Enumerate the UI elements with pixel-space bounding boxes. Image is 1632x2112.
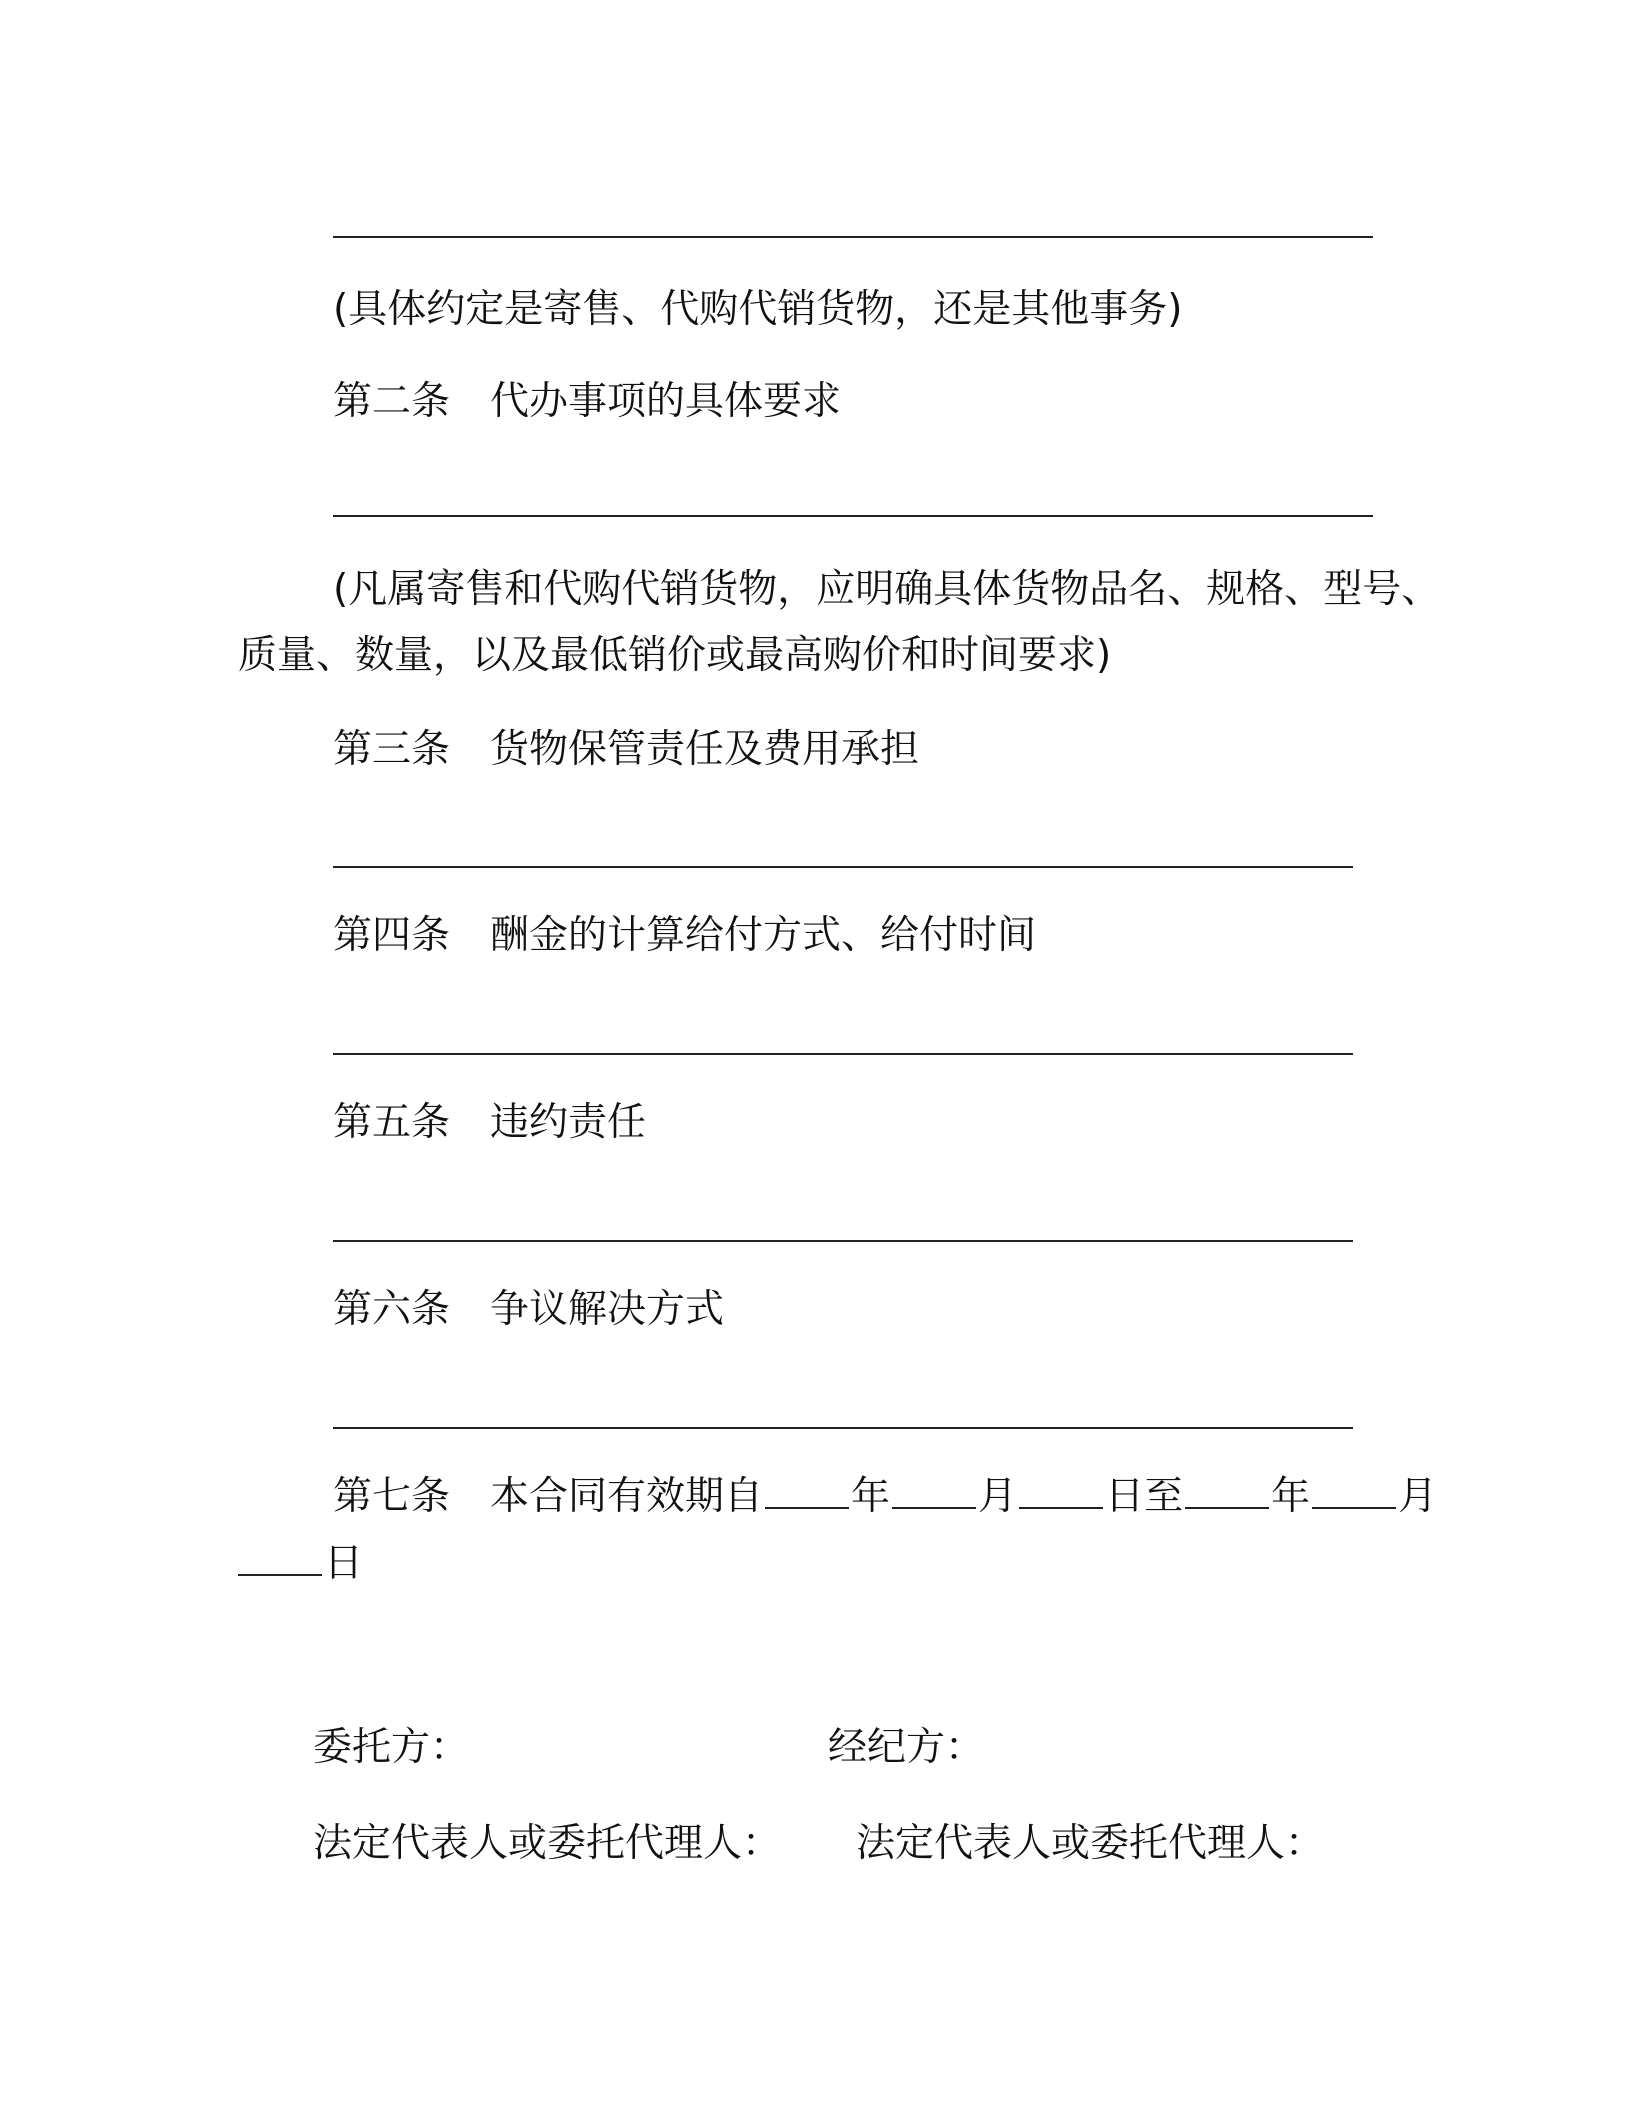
article6-number: 第六条 (333, 1287, 451, 1332)
article2-title: 代办事项的具体要求 (490, 379, 842, 424)
article5-title: 违约责任 (490, 1100, 647, 1145)
article3-heading (333, 724, 919, 776)
fill-line-article4 (333, 1053, 1353, 1055)
broker-label (828, 1722, 984, 1774)
article3-number: 第三条 (333, 727, 451, 772)
article7-number: 第七条 (333, 1474, 451, 1519)
fill-line-article5 (333, 1240, 1353, 1242)
note-article2-line1-text: (凡属寄售和代购代销货物，应明确具体货物品名、规格、型号、 (333, 567, 1441, 612)
principal-rep-label (313, 1818, 781, 1870)
fill-line-article1 (333, 236, 1373, 238)
principal-rep-label-text: 法定代表人或委托代理人： (313, 1821, 782, 1866)
broker-label-text: 经纪方： (828, 1725, 985, 1770)
blank-start-year (765, 1507, 849, 1509)
note-article2-line2 (238, 630, 1111, 682)
note-article2-line2-text: 质量、数量，以及最低销价或最高购价和时间要求) (238, 633, 1112, 678)
article3-title: 货物保管责任及费用承担 (490, 727, 920, 772)
blank-end-month (1312, 1507, 1396, 1509)
blank-start-day (1019, 1507, 1103, 1509)
article6-title: 争议解决方式 (490, 1287, 725, 1332)
note-article2-line1 (333, 564, 1440, 616)
article5-heading (333, 1097, 646, 1149)
article7-year1: 年 (851, 1474, 891, 1519)
fill-line-article3 (333, 866, 1353, 868)
article6-heading (333, 1284, 724, 1336)
principal-label (313, 1722, 469, 1774)
article7-heading (333, 1471, 1437, 1523)
article4-heading (333, 910, 1036, 962)
article5-number: 第五条 (333, 1100, 451, 1145)
note-article1 (333, 284, 1182, 336)
broker-rep-label-text: 法定代表人或委托代理人： (856, 1821, 1325, 1866)
article7-month1: 月 (978, 1474, 1018, 1519)
blank-end-year (1185, 1507, 1269, 1509)
broker-rep-label (856, 1818, 1324, 1870)
article7-day2: 日 (324, 1541, 364, 1586)
article4-number: 第四条 (333, 913, 451, 958)
article7-year2: 年 (1271, 1474, 1311, 1519)
principal-label-text: 委托方： (313, 1725, 470, 1770)
fill-line-article6 (333, 1427, 1353, 1429)
article7-continuation (238, 1538, 363, 1590)
blank-end-day (238, 1574, 322, 1576)
article7-day1: 日至 (1105, 1474, 1184, 1519)
article7-month2: 月 (1398, 1474, 1438, 1519)
article2-number: 第二条 (333, 379, 451, 424)
note-article1-text: (具体约定是寄售、代购代销货物，还是其他事务) (333, 287, 1183, 332)
blank-start-month (892, 1507, 976, 1509)
article7-prefix: 本合同有效期自 (490, 1474, 764, 1519)
fill-line-article2 (333, 515, 1373, 517)
article2-heading (333, 376, 841, 428)
article4-title: 酬金的计算给付方式、给付时间 (490, 913, 1037, 958)
